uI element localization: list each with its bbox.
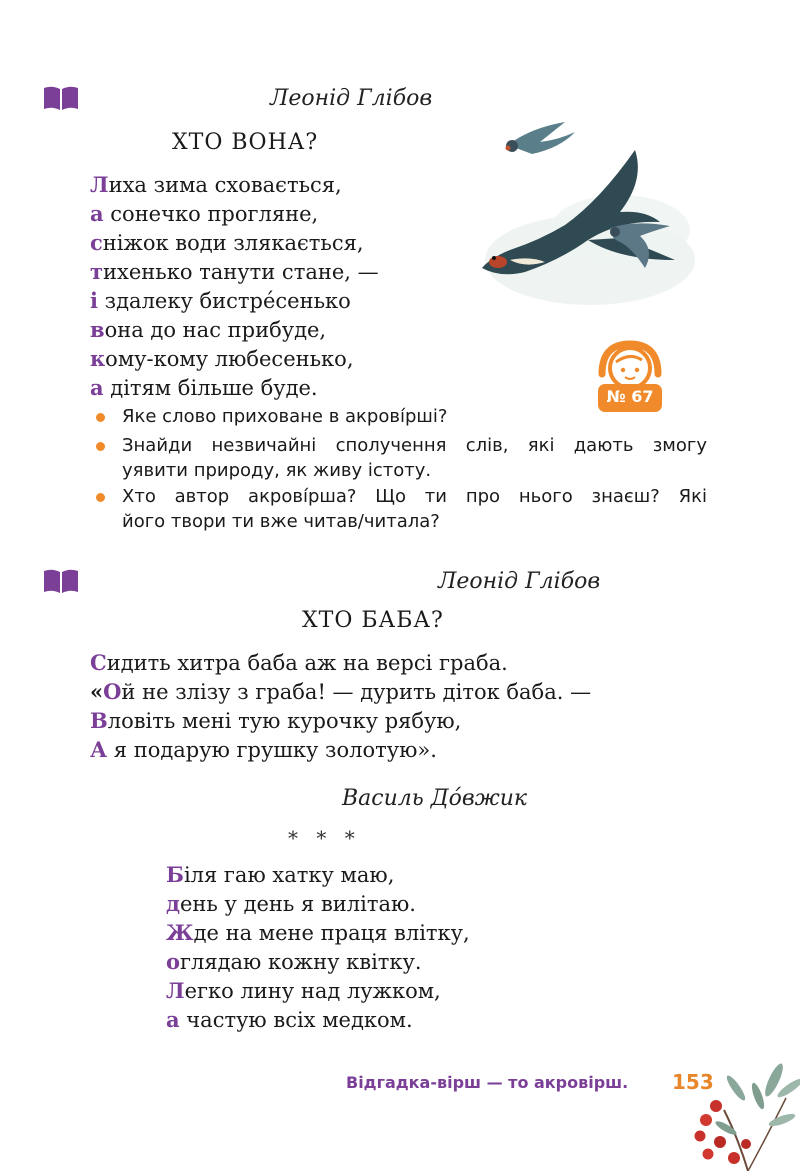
acrostic-letter: О [103,679,122,704]
line-text: ніжок води злякається, [102,231,364,255]
question-item-cont [122,510,440,534]
bullet-icon [96,493,105,502]
audio-badge[interactable] [590,340,670,414]
question-item [122,434,707,458]
line-text: й не злізу з граба! — дурить діток баба. — [121,680,592,704]
poem3-line [166,889,416,919]
poem3-line [166,918,470,948]
footer-motto: Відгадка-вірш — то акровірш. [346,1073,629,1092]
poem1-line [90,228,364,258]
poem1-line [90,170,342,200]
berry-branch-decoration [686,1058,800,1171]
poem2-line [90,735,437,765]
line-text: иха зима сховається, [108,173,342,197]
book-icon [42,568,80,594]
acrostic-letter: В [90,708,108,733]
line-text: іля гаю хатку маю, [183,863,395,887]
acrostic-letter: о [166,949,181,974]
acrostic-letter: т [90,259,104,284]
poem1-line [90,286,351,316]
poem1-line [90,199,318,229]
poem1-author: Леонід Глібов [270,86,433,111]
question-text: Яке слово приховане в акрові́рші? [122,406,448,427]
line-text: ихенько танути стане, — [103,260,379,284]
line-text: егко лину над лужком, [184,979,441,1003]
acrostic-letter: Ж [166,920,194,945]
poem1-line [90,257,379,287]
poem2-line [90,706,461,736]
poem1-line [90,344,354,374]
acrostic-letter: а [90,201,104,226]
line-text: она до нас прибуде, [104,318,327,342]
acrostic-letter: А [90,737,108,762]
acrostic-letter: С [90,650,107,675]
line-text: здалеку бистре́сенько [97,289,351,313]
swallows-illustration [470,110,695,315]
line-text: глядаю кожну квітку. [180,950,422,974]
line-text: дітям більше буде. [103,376,318,400]
acrostic-letter: і [90,288,98,313]
poem1-line [90,315,326,345]
line-text: ень у день я вилітаю. [180,892,416,916]
acrostic-letter: с [90,230,103,255]
acrostic-letter: Л [90,172,109,197]
question-item [122,405,447,429]
book-icon [42,85,80,111]
line-text: идить хитра баба аж на версі граба. [106,651,508,675]
poem2-title: ХТО БАБА? [302,608,444,633]
line-text: ому-кому любесенько, [105,347,354,371]
line-text: я подарую грушку золотую». [107,738,437,762]
acrostic-letter: а [90,375,104,400]
question-text: уявити природу, як живу істоту. [122,460,432,481]
question-text: Знайди незвичайні сполучення слів, які дають змогу [122,435,707,456]
acrostic-letter: в [90,317,105,342]
acrostic-letter: Л [166,978,185,1003]
poem2-author: Леонід Глібов [438,569,601,594]
poem2-line: «Ой не злізу з граба! — дурить діток баба. — [90,679,592,704]
poem3-stars: * * * [288,826,361,850]
poem2-line [90,648,508,678]
poem3-line [166,1005,413,1035]
acrostic-letter: к [90,346,106,371]
question-text: його твори ти вже читав/читала? [122,511,440,532]
acrostic-letter: Б [166,862,184,887]
badge-label: № 67 [606,387,654,406]
line-text: ловіть мені тую курочку рябую, [107,709,462,733]
poem1-title: ХТО ВОНА? [172,130,319,155]
poem1-line [90,373,318,403]
question-text: Хто автор акрові́рша? Що ти про нього знаєш? Які [122,486,707,507]
poem3-line [166,860,394,890]
bullet-icon [96,413,105,422]
poem3-line [166,976,441,1006]
line-text: сонечко прогляне, [103,202,319,226]
acrostic-letter: д [166,891,180,916]
bullet-icon [96,442,105,451]
line-text: де на мене праця влітку, [193,921,470,945]
question-item [122,485,707,509]
poem3-line [166,947,422,977]
line-text: частую всіх медком. [179,1008,413,1032]
acrostic-letter: а [166,1007,180,1032]
question-item-cont [122,459,431,483]
poem3-author: Василь До́вжик [342,786,528,811]
page-number: 153 [672,1070,714,1094]
